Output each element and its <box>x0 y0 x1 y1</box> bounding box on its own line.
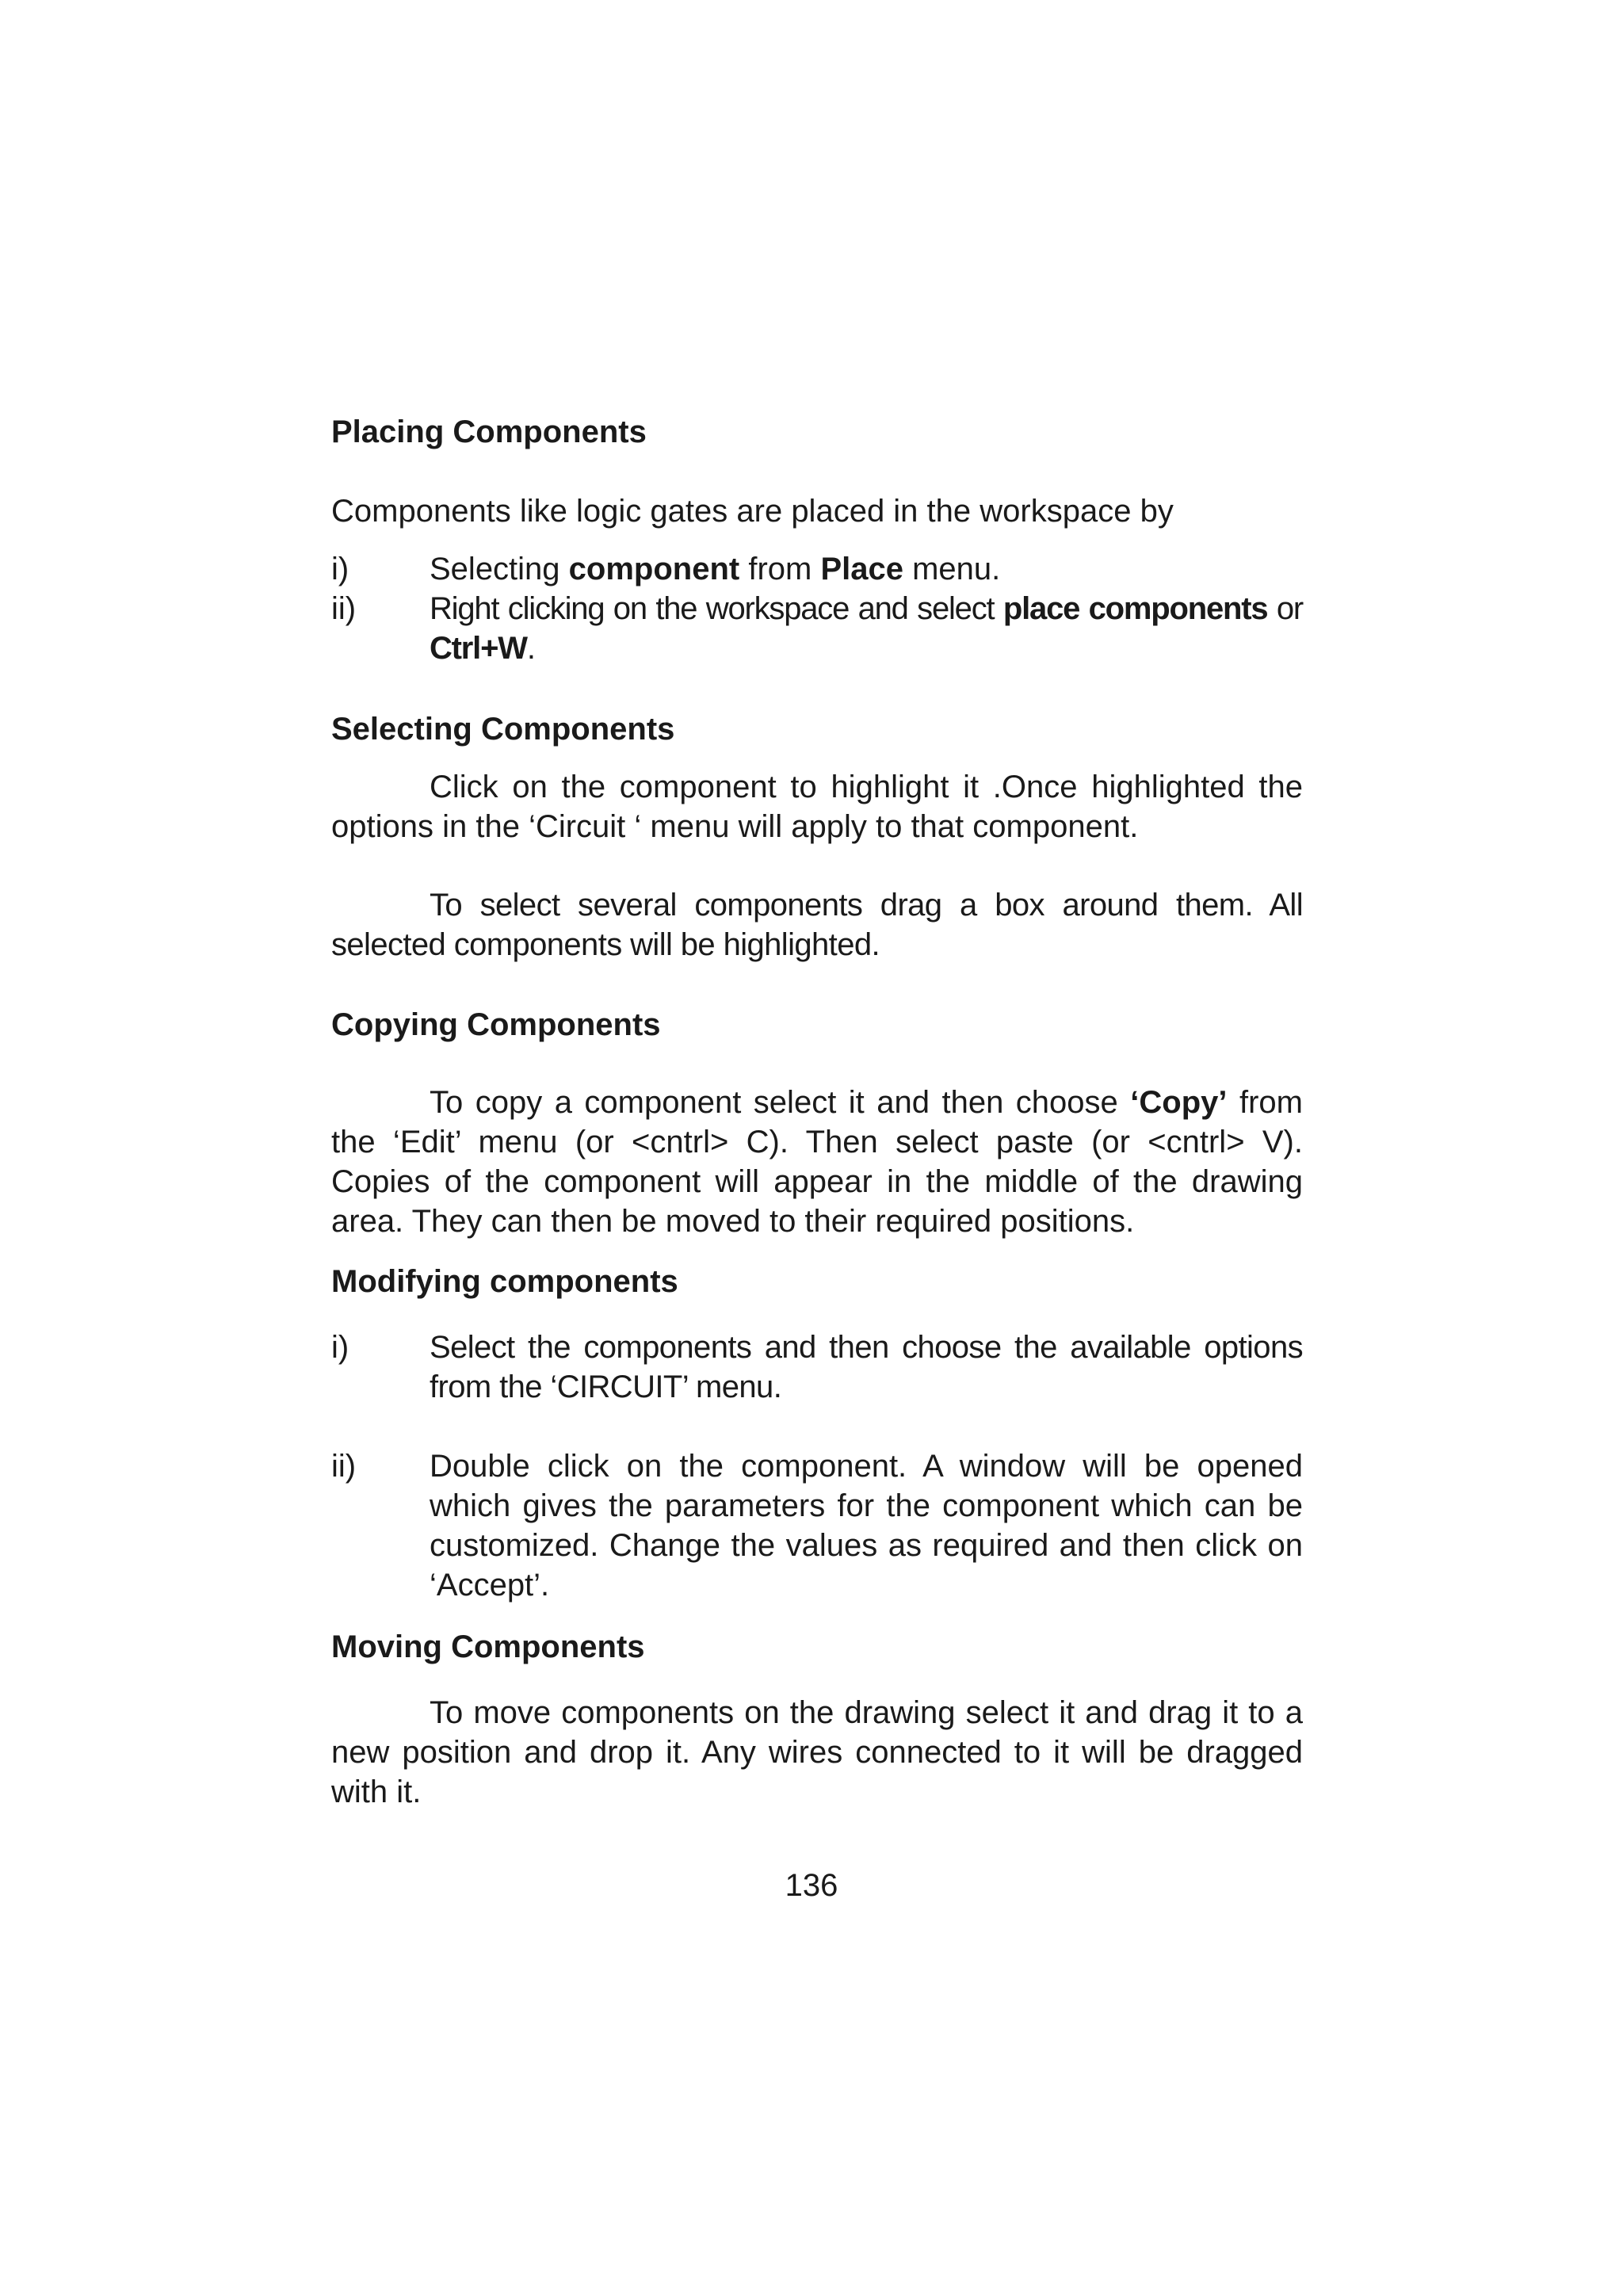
copying-para <box>331 1083 1303 1241</box>
list-item-text: Right clicking on the workspace and select place components or Ctrl+W. <box>430 591 1303 666</box>
placing-intro <box>331 491 1303 531</box>
selecting-para-1-text: Click on the component to highlight it .Once highlighted the options in the ‘Circuit ‘ menu will apply to that component. <box>331 770 1303 844</box>
section-moving <box>331 1627 1303 1667</box>
moving-para <box>331 1693 1303 1812</box>
list-item-text: Selecting component from Place menu. <box>430 552 1001 586</box>
section-selecting <box>331 709 1303 749</box>
heading-moving-components: Moving Components <box>331 1629 645 1664</box>
copying-para-text: To copy a component select it and then choose ‘Copy’ from the ‘Edit’ menu (or <cntrl> C). Then select paste (or <cntrl> V). Copies of the component will appear in the middle of the drawing area. They can then be moved to their required positions. <box>331 1085 1303 1239</box>
section-placing <box>331 412 1303 452</box>
list-item-text: Double click on the component. A window will be opened which gives the parameters for the component which can be customized. Change the values as required and then click on ‘Accept’. <box>430 1449 1303 1603</box>
heading-copying-components: Copying Components <box>331 1007 661 1042</box>
list-item-text: Select the components and then choose the available options from the ‘CIRCUIT’ menu. <box>430 1330 1303 1404</box>
list-number: ii) <box>331 1449 357 1484</box>
list-number: i) <box>331 1330 349 1365</box>
section-copying <box>331 1005 1303 1045</box>
heading-placing-components: Placing Components <box>331 415 647 449</box>
selecting-para-2 <box>331 885 1303 965</box>
heading-modifying-components: Modifying components <box>331 1264 678 1299</box>
selecting-para-2-text: To select several components drag a box around them. All selected components will be highlighted. <box>331 888 1303 962</box>
list-number: ii) <box>331 591 357 626</box>
moving-para-text: To move components on the drawing select it and drag it to a new position and drop it. Any wires connected to it will be dragged with it. <box>331 1695 1303 1809</box>
selecting-para-1 <box>331 767 1303 846</box>
list-number: i) <box>331 552 349 586</box>
placing-intro-text: Components like logic gates are placed in the workspace by <box>331 494 1174 529</box>
page-number: 136 <box>785 1868 838 1903</box>
section-modifying <box>331 1262 1303 1301</box>
heading-selecting-components: Selecting Components <box>331 712 675 747</box>
